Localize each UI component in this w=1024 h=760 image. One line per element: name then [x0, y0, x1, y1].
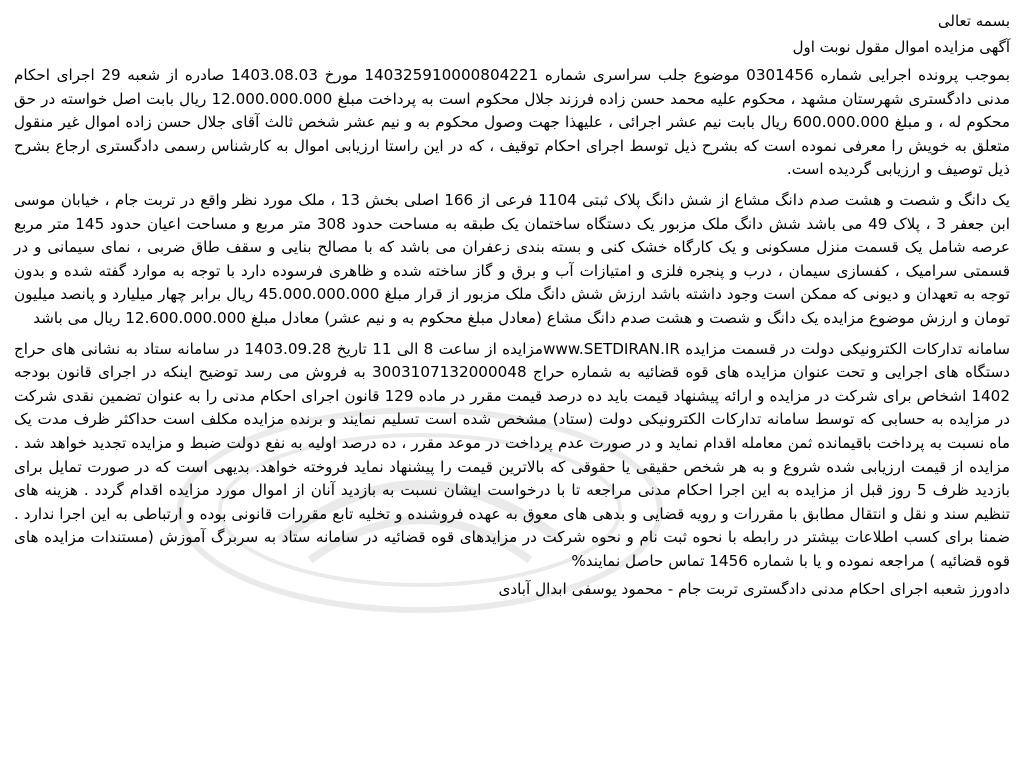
notice-title: آگهی مزایده اموال مقول نوبت اول — [792, 38, 1010, 56]
paragraph-case-details: بموجب پرونده اجرایی شماره 0301456 موضوع جلب سراسری شماره 140325910000804221 مورخ 1403.08.03 صادره از شعبه 29 اجرای احکام مدنی دادگستری شهرستان مشهد ، محکوم علیه محمد حسن زاده فرزند جلال محکوم است به پرداخت مبلغ 12.000.000.000 ریال بابت اصل خواسته در حق محکوم له ، و مبلغ 600.000.000 ریال بابت نیم عشر اجرائی ، علیهذا جهت وصول محکوم به و نیم عشر شخص ثالث آقای جلال حسن زاده اموال غیر منقول متعلق به خویش را معرفی نموده است که بشرح ذیل توسط اجرای احکام توقیف ، که در این راستا ارزیابی اموال به کارشناس رسمی دادگستری ارجاع بشرح ذیل توصیف و ارزیابی گردیده است. — [14, 66, 1011, 179]
invocation: بسمه تعالی — [937, 12, 1010, 30]
paragraph-auction-terms: سامانه تدارکات الکترونیکی دولت در قسمت مزایده www.SETDIRAN.IRمزایده از ساعت 8 الی 11 تاریخ 1403.09.28 در سامانه ستاد به نشانی های حراج دستگاه های اجرایی و تحت عنوان مزایده های قوه قضائیه به شماره حراج 3003107132000048 به فروش می رسد توضیح اینکه در اجرای قانون بودجه 1402 اشخاص برای شرکت در مزایده و ارائه پیشنهاد قیمت باید ده درصد قیمت مقرر در ماده 129 قانون اجرای احکام مدنی را به عنوان تضمین نقدی شرکت در مزایده به حسابی که توسط سامانه تدارکات الکترونیکی دولت (ستاد) مشخص شده است تسلیم نمایند و برنده مزایده مکلف است حداکثر ظرف مدت یک ماه نسبت به پرداخت باقیمانده ثمن معامله اقدام نماید و در صورت عدم پرداخت در موعد مقرر ، ده درصد اولیه به نفع دولت ضبط و مزایده تجدید خواهد شد . مزایده از قیمت ارزیابی شده شروع و به هر شخص حقیقی یا حقوقی که بالاترین قیمت را پیشنهاد نماید فروخته خواهد. بدیهی است که در صورت تمایل برای بازدید ظرف 5 روز قبل از مزایده به این اجرا احکام مدنی مراجعه تا با درخواست ایشان نسبت به بازدید آنان از اموال مورد مزایده اقدام گردد . هزینه های تنظیم سند و نقل و انتقال مطابق با مقررات و رویه قضایی و بدهی های معوق به عهده فروشنده و تخلیه تابع مقررات قانونی بوده و ارتباطی به این اجرا ندارد . ضمنا برای کسب اطلاعات بیشتر در رابطه با نحوه ثبت نام و نحوه شرکت در مزایدهای قوه قضائیه در سامانه ستاد به سربرگ آموزش (مستندات مزایده های قوه قضائیه ) مراجعه نموده و یا با شماره 1456 تماس حاصل نمایند% — [14, 339, 1010, 570]
paragraph-property-description: یک دانگ و شصت و هشت صدم دانگ مشاع از شش دانگ پلاک ثبتی 1104 فرعی از 166 اصلی بخش 13 ، ملک مورد نظر واقع در تربت جام ، خیابان موسی ابن جعفر 3 ، پلاک 49 می باشد شش دانگ ملک مزبور یک دستگاه ساختمان یک طبقه به مساحت حدود 308 متر مربع و مساحت اعیان حدود 145 متر مربع عرصه شامل یک قسمت منزل مسکونی و یک کارگاه خشک کنی و بسته بندی زعفران می باشد که با مصالح بنایی و سقف طاق ضربی ، نمای سیمانی و در قسمتی سرامیک ، کفسازی سیمان ، درب و پنجره فلزی و امتیازات آب و برق و گاز ساخته شده و ظاهری فرسوده دارد با توجه به موارد گفته شده و بدون توجه به تعهدان و دیونی که ممکن است وجود داشته باشد ارزش شش دانگ ملک مزبور از قرار مبلغ 45.000.000.000 ریال برابر چهار میلیارد و پانصد میلیون تومان و ارزش موضوع مزایده یک دانگ و شصت و هشت صدم دانگ مشاع (معادل مبلغ محکوم به و نیم عشر) معادل مبلغ 12.600.000.000 ریال می باشد — [14, 190, 1011, 327]
signature-line: دادورز شعبه اجرای احکام مدنی دادگستری تربت جام - محمود یوسفی ابدال آبادی — [498, 580, 1010, 599]
